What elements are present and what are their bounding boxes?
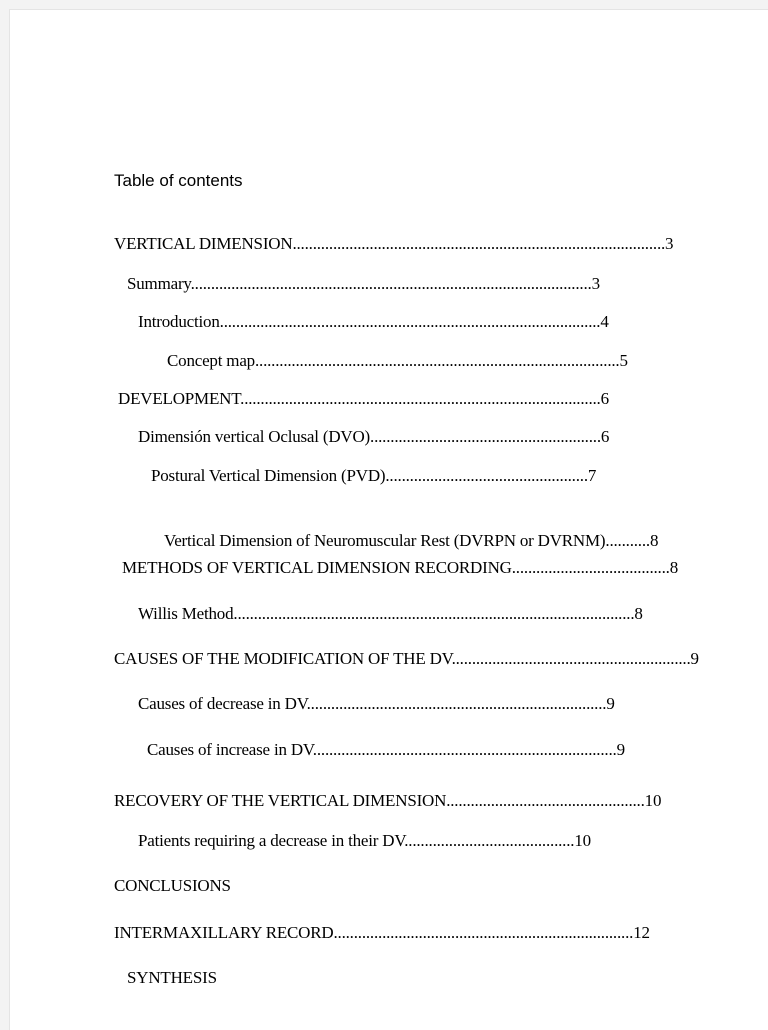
toc-entry-leader: .......................................... xyxy=(404,831,575,850)
toc-entry-page: 9 xyxy=(690,649,699,668)
toc-entry-label: Summary xyxy=(127,274,191,293)
toc-entry-development[interactable] xyxy=(118,389,609,409)
toc-entry-page: 9 xyxy=(616,740,625,759)
toc-entry-label: CAUSES OF THE MODIFICATION OF THE DV xyxy=(114,649,452,668)
toc-entry-synthesis[interactable] xyxy=(127,968,217,988)
toc-entry-label: Causes of decrease in DV xyxy=(138,694,307,713)
toc-entry-leader: .......................................................................... xyxy=(306,694,607,713)
toc-entry-patients-decrease[interactable] xyxy=(138,831,591,851)
toc-entry-label: SYNTHESIS xyxy=(127,968,217,987)
toc-entry-page: 3 xyxy=(665,234,674,253)
toc-entry-label: VERTICAL DIMENSION xyxy=(114,234,293,253)
toc-entry-page: 9 xyxy=(606,694,615,713)
toc-entry-dvo[interactable] xyxy=(138,427,609,447)
toc-entry-leader: .......................................................................................... xyxy=(254,351,620,370)
toc-entry-page: 8 xyxy=(669,558,679,577)
toc-entry-summary[interactable] xyxy=(127,274,600,294)
toc-entry-label: Dimensión vertical Oclusal (DVO) xyxy=(138,427,371,446)
toc-entry-leader: ................................................. xyxy=(446,791,645,810)
toc-entry-leader: ......................................................................................... xyxy=(240,389,601,408)
toc-entry-label: DEVELOPMENT xyxy=(118,389,241,408)
toc-entry-causes-decrease[interactable] xyxy=(138,694,615,714)
toc-entry-methods[interactable] xyxy=(122,558,678,578)
toc-entry-page: 7 xyxy=(587,466,597,485)
toc-entry-willis-method[interactable] xyxy=(138,604,643,624)
toc-title: Table of contents xyxy=(114,171,243,190)
toc-entry-page: 4 xyxy=(600,312,609,331)
toc-entry-neuromuscular-rest[interactable] xyxy=(164,531,658,551)
toc-entry-leader: .............................................................................................. xyxy=(219,312,601,331)
toc-entry-leader: ........... xyxy=(605,531,650,550)
toc-entry-leader: ............................................................................................ xyxy=(292,234,666,253)
toc-entry-label: Introduction xyxy=(138,312,220,331)
toc-entry-page: 8 xyxy=(634,604,643,623)
toc-entry-recovery[interactable] xyxy=(114,791,661,811)
toc-entry-introduction[interactable] xyxy=(138,312,609,332)
toc-entry-leader: ......................................................... xyxy=(370,427,601,446)
toc-entry-page: 3 xyxy=(591,274,600,293)
toc-entry-label: RECOVERY OF THE VERTICAL DIMENSION xyxy=(114,791,447,810)
toc-entry-page: 12 xyxy=(633,923,650,942)
toc-entry-causes-modification[interactable] xyxy=(114,649,699,669)
toc-entry-leader: ........................................................... xyxy=(451,649,691,668)
toc-entry-leader: ........................................................................... xyxy=(312,740,617,759)
toc-entry-label: Patients requiring a decrease in their DV xyxy=(138,831,405,850)
toc-entry-leader: .......................................................................... xyxy=(333,923,634,942)
toc-entry-page: 6 xyxy=(600,427,610,446)
toc-entry-label: Postural Vertical Dimension (PVD) xyxy=(151,466,386,485)
toc-entry-vertical-dimension[interactable] xyxy=(114,234,673,254)
toc-entry-pvd[interactable] xyxy=(151,466,596,486)
toc-entry-page: 6 xyxy=(600,389,609,408)
toc-entry-concept-map[interactable] xyxy=(167,351,628,371)
toc-entry-conclusions[interactable] xyxy=(114,876,231,896)
toc-entry-label: Willis Method xyxy=(138,604,234,623)
toc-entry-page: 8 xyxy=(649,531,659,550)
toc-entry-label: INTERMAXILLARY RECORD xyxy=(114,923,334,942)
toc-entry-leader: .................................................. xyxy=(385,466,588,485)
toc-entry-leader: ....................................... xyxy=(511,558,670,577)
toc-entry-label: CONCLUSIONS xyxy=(114,876,231,895)
toc-entry-label: Concept map xyxy=(167,351,255,370)
toc-entry-causes-increase[interactable] xyxy=(147,740,625,760)
toc-entry-intermaxillary-record[interactable] xyxy=(114,923,650,943)
toc-entry-page: 10 xyxy=(644,791,662,810)
toc-entry-leader: ................................................................................................... xyxy=(190,274,592,293)
toc-entry-page: 10 xyxy=(574,831,591,850)
toc-entry-label: Causes of increase in DV xyxy=(147,740,313,759)
toc-entry-label: METHODS OF VERTICAL DIMENSION RECORDING xyxy=(122,558,512,577)
toc-entry-page: 5 xyxy=(619,351,628,370)
toc-entry-label: Vertical Dimension of Neuromuscular Rest (DVRPN or DVRNM) xyxy=(164,531,606,550)
toc-entry-leader: ................................................................................................... xyxy=(233,604,635,623)
